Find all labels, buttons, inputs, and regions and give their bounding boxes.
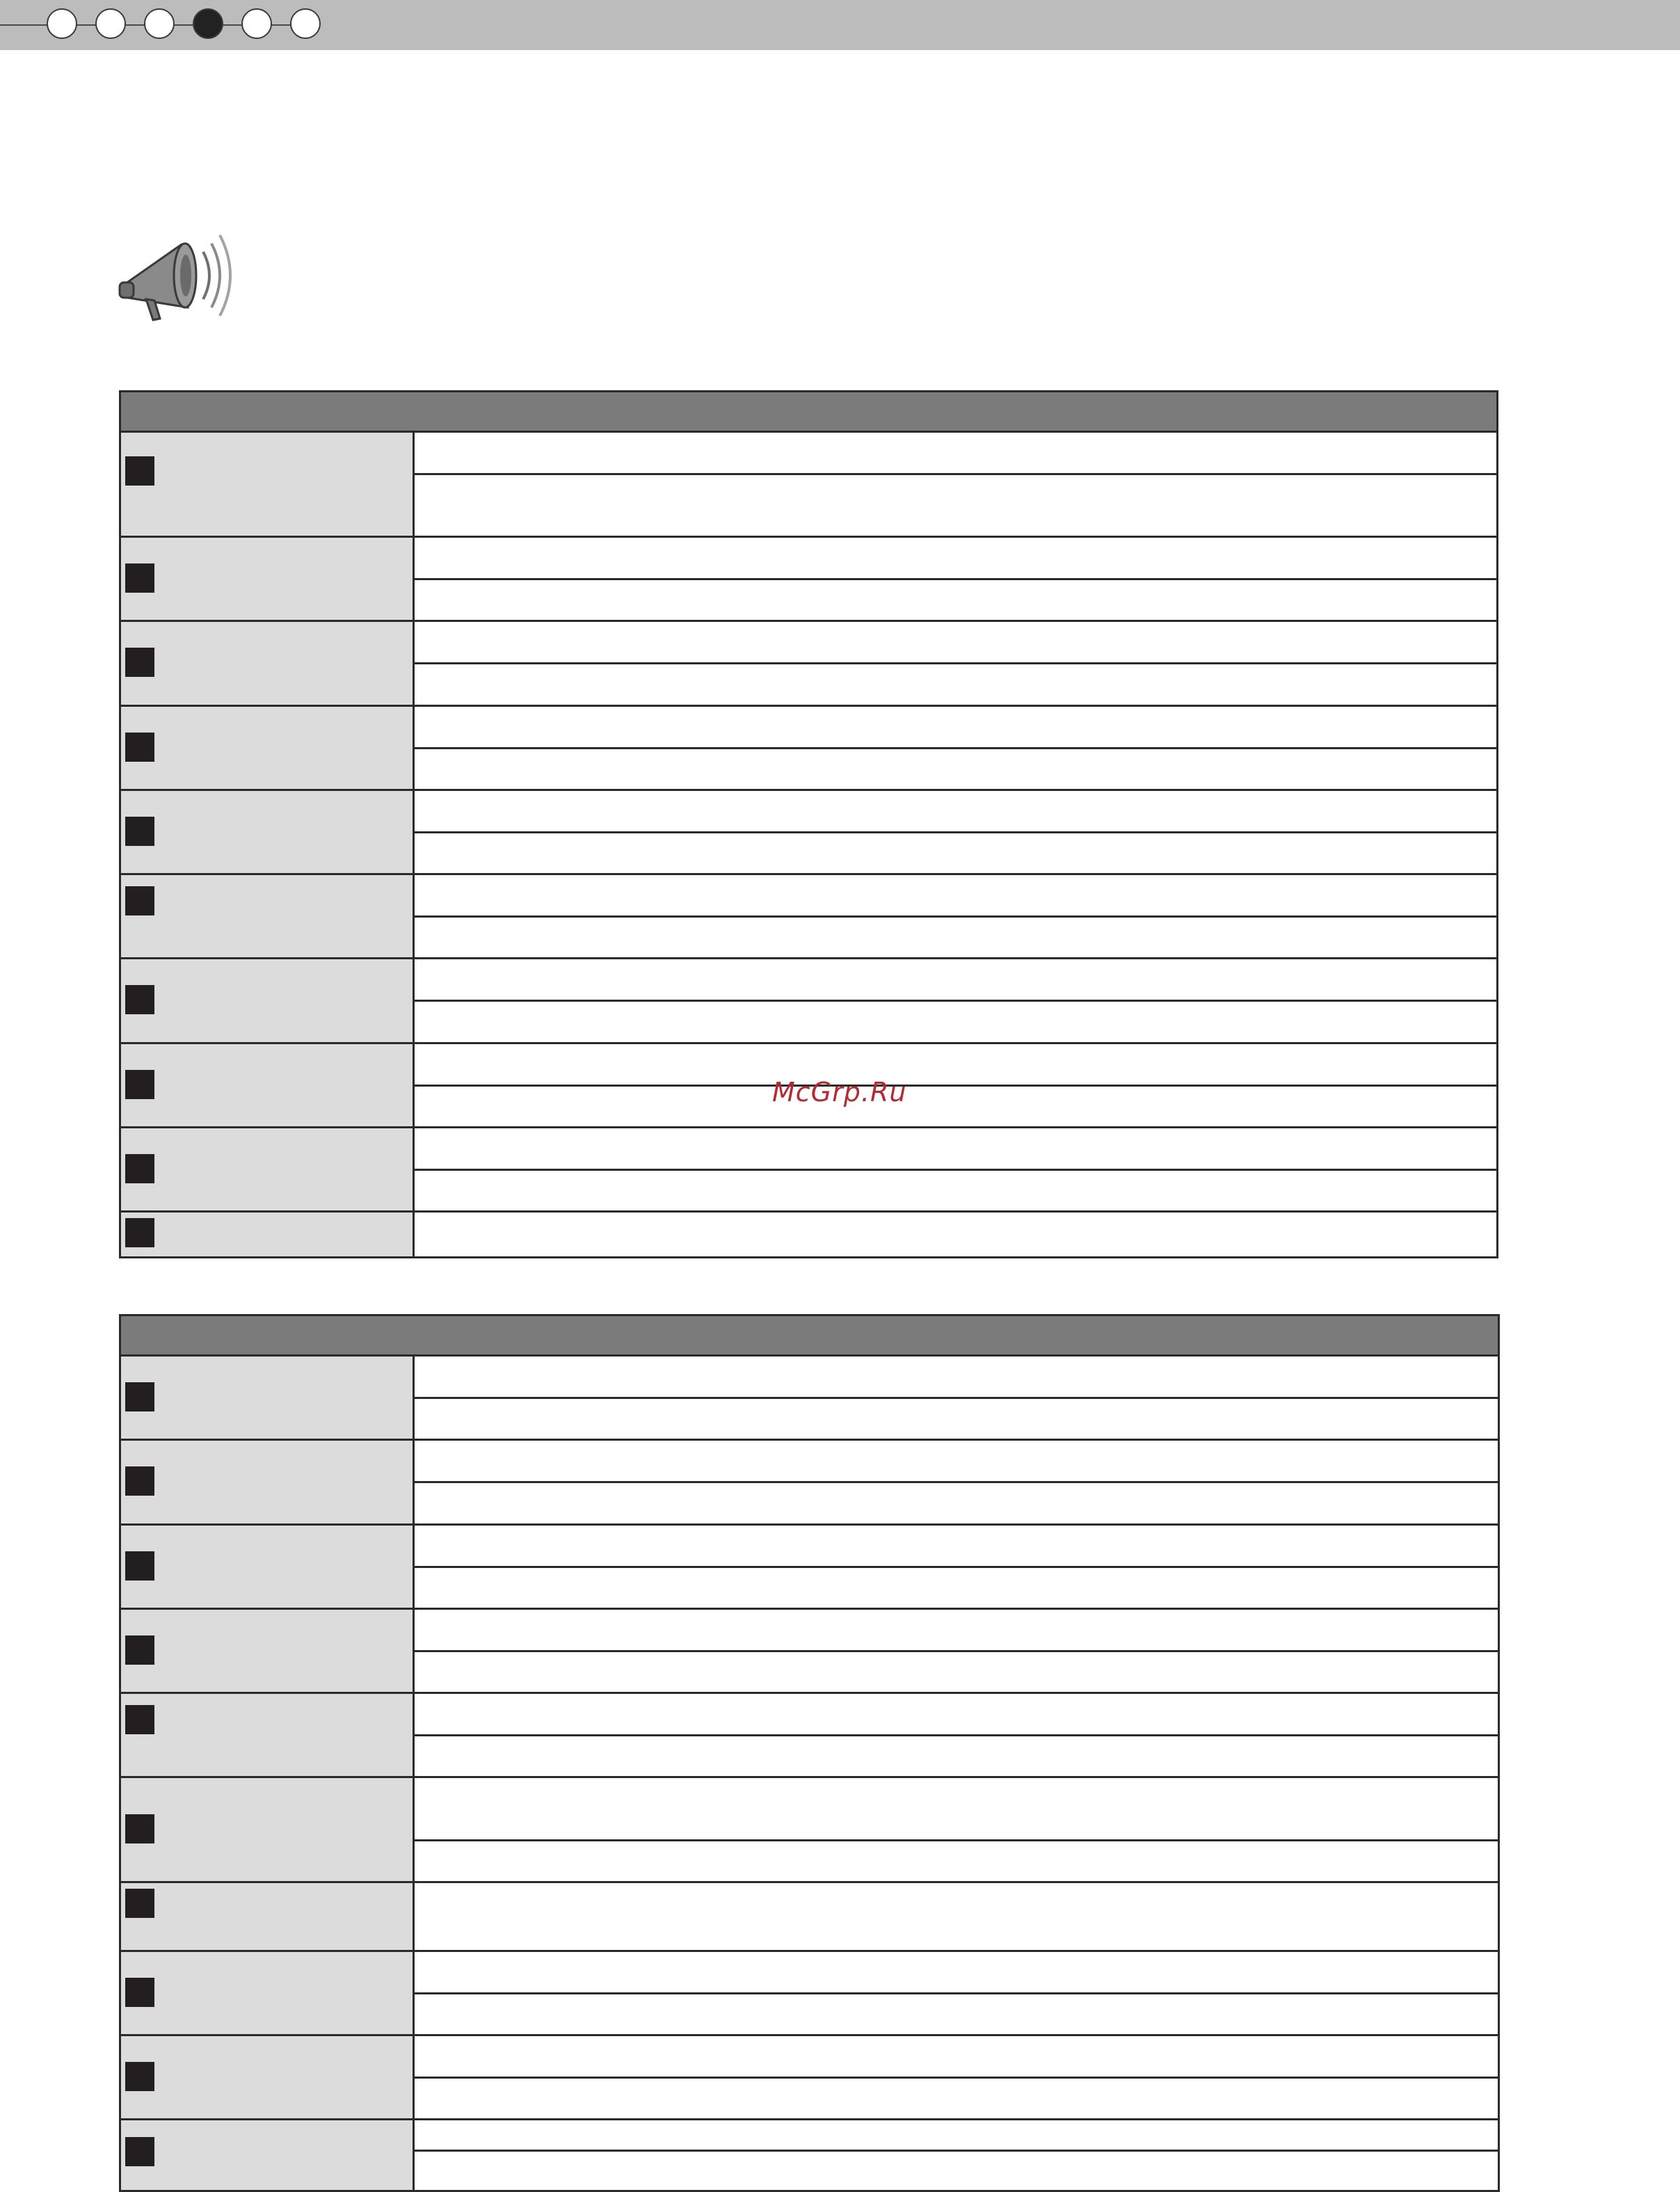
table-2-label-cell xyxy=(121,2036,415,2120)
row-marker xyxy=(125,1218,154,1247)
step-dot-5 xyxy=(241,8,272,39)
table-2-value-cell xyxy=(415,1483,1498,1526)
table-2-value-cell xyxy=(415,1841,1498,1883)
table-1-value-cell xyxy=(415,1044,1496,1087)
spec-table-2 xyxy=(119,1314,1500,2192)
row-marker xyxy=(125,1551,154,1581)
table-2-value-cell xyxy=(415,1610,1498,1652)
table-1-value-cell xyxy=(415,1171,1496,1213)
table-2-value-cell xyxy=(415,2036,1498,2079)
table-2-label-cell xyxy=(121,1441,415,1526)
table-1-value-cell xyxy=(415,791,1496,833)
table-1-value-cell xyxy=(415,475,1496,538)
table-1-value-cell xyxy=(415,749,1496,791)
table-2-label-cell xyxy=(121,1694,415,1778)
table-1-value-cell xyxy=(415,707,1496,749)
step-dot-4-active xyxy=(193,8,223,39)
table-2-label-cell xyxy=(121,1610,415,1694)
watermark-text: McGrp.Ru xyxy=(772,1077,907,1107)
table-1-value-cell xyxy=(415,580,1496,622)
row-marker xyxy=(125,985,154,1014)
table-1-value-cell xyxy=(415,1002,1496,1044)
step-dot-6 xyxy=(290,8,321,39)
table-1-header xyxy=(121,392,1496,433)
table-1-value-cell xyxy=(415,1128,1496,1171)
row-marker xyxy=(125,817,154,846)
table-2-label-cell xyxy=(121,1778,415,1883)
table-1-label-cell xyxy=(121,1044,415,1128)
row-marker xyxy=(125,1382,154,1411)
row-marker xyxy=(125,2137,154,2166)
step-dot-3 xyxy=(144,8,175,39)
table-2-label-cell xyxy=(121,1526,415,1610)
table-2-value-cell xyxy=(415,1778,1498,1841)
row-marker xyxy=(125,1466,154,1496)
table-2-value-cell xyxy=(415,1883,1498,1952)
step-dot-2 xyxy=(95,8,126,39)
row-marker xyxy=(125,886,154,915)
table-2-label-cell xyxy=(121,1883,415,1952)
table-1-value-cell xyxy=(415,1213,1496,1256)
table-2-value-cell xyxy=(415,2120,1498,2152)
table-1-label-cell xyxy=(121,959,415,1044)
row-marker xyxy=(125,1070,154,1099)
table-1-value-cell xyxy=(415,959,1496,1002)
table-2-value-cell xyxy=(415,1526,1498,1568)
row-marker xyxy=(125,456,154,486)
table-1-value-cell xyxy=(415,1087,1496,1128)
spec-table-1 xyxy=(119,390,1498,1258)
table-1-label-cell xyxy=(121,791,415,875)
row-marker xyxy=(125,1154,154,1183)
row-marker xyxy=(125,1889,154,1918)
table-1-label-cell xyxy=(121,1213,415,1256)
table-1-label-cell xyxy=(121,875,415,959)
table-2-value-cell xyxy=(415,1441,1498,1483)
row-marker xyxy=(125,1705,154,1734)
table-2-value-cell xyxy=(415,1357,1498,1399)
table-2-label-cell xyxy=(121,2120,415,2190)
table-1-value-cell xyxy=(415,918,1496,959)
megaphone-icon xyxy=(118,230,237,327)
table-1-label-cell xyxy=(121,707,415,791)
row-marker xyxy=(125,733,154,762)
table-1-label-cell xyxy=(121,538,415,622)
table-2-value-cell xyxy=(415,1652,1498,1694)
table-2-value-cell xyxy=(415,1399,1498,1441)
table-2-value-cell xyxy=(415,1994,1498,2036)
table-1-value-cell xyxy=(415,622,1496,664)
table-2-value-cell xyxy=(415,1952,1498,1994)
table-1-value-cell xyxy=(415,538,1496,580)
table-1-value-cell xyxy=(415,664,1496,707)
table-1-value-cell xyxy=(415,433,1496,475)
table-2-header xyxy=(121,1316,1498,1357)
table-1-value-cell xyxy=(415,833,1496,875)
table-2-value-cell xyxy=(415,2152,1498,2190)
table-2-value-cell xyxy=(415,1568,1498,1610)
row-marker xyxy=(125,2062,154,2091)
row-marker xyxy=(125,1814,154,1843)
row-marker xyxy=(125,1978,154,2007)
table-1-value-cell xyxy=(415,875,1496,918)
table-2-value-cell xyxy=(415,1694,1498,1736)
table-2-label-cell xyxy=(121,1952,415,2036)
table-1-label-cell xyxy=(121,622,415,707)
table-1-label-cell xyxy=(121,1128,415,1213)
table-2-value-cell xyxy=(415,1736,1498,1778)
step-indicator-bar xyxy=(0,0,1680,50)
table-2-value-cell xyxy=(415,2079,1498,2120)
row-marker xyxy=(125,648,154,677)
row-marker xyxy=(125,1635,154,1665)
row-marker xyxy=(125,563,154,593)
table-1-label-cell xyxy=(121,433,415,538)
step-dot-1 xyxy=(47,8,77,39)
table-2-label-cell xyxy=(121,1357,415,1441)
